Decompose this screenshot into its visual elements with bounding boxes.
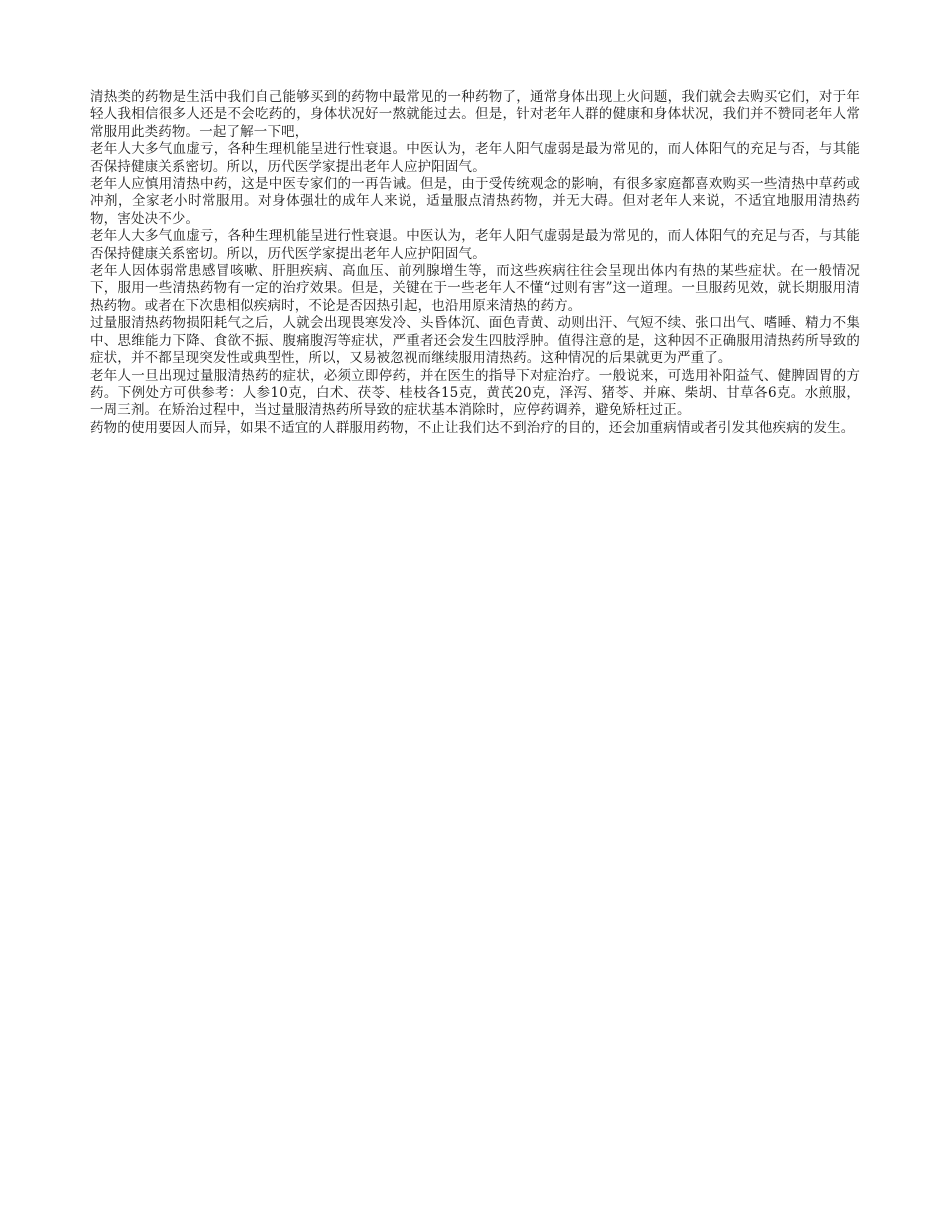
paragraph-qi-deficiency: 老年人大多气血虚亏，各种生理机能呈进行性衰退。中医认为，老年人阳气虚弱是最为常见的，而人体阳气的充足与否，与其能否保持健康关系密切。所以，历代医学家提出老年人应护阳固气。: [90, 141, 860, 175]
paragraph-common-illnesses: 老年人因体弱常患感冒咳嗽、肝胆疾病、高血压、前列腺增生等，而这些疾病往往会呈现出体内有热的某些症状。在一般情况下，服用一些清热药物有一定的治疗效果。但是，关键在于一些老年人不懂“过则有害”这一道理。一旦服药见效，就长期服用清热药物。或者在下次患相似疾病时，不论是否因热引起，也沿用原来清热的药方。: [90, 263, 860, 314]
paragraph-treatment: 老年人一旦出现过量服清热药的症状，必须立即停药，并在医生的指导下对症治疗。一般说来，可选用补阳益气、健脾固胃的方药。下例处方可供参考：人参10克，白术、茯苓、桂枝各15克，黄芪20克，泽泻、猪苓、并麻、柴胡、甘草各6克。水煎服，一周三剂。在矫治过程中，当过量服清热药所导致的症状基本消除时，应停药调养，避免矫枉过正。: [90, 367, 860, 419]
paragraph-qi-deficiency-repeat: 老年人大多气血虚亏，各种生理机能呈进行性衰退。中医认为，老年人阳气虚弱是最为常见的，而人体阳气的充足与否，与其能否保持健康关系密切。所以，历代医学家提出老年人应护阳固气。: [90, 228, 860, 262]
paragraph-intro: 清热类的药物是生活中我们自己能够买到的药物中最常见的一种药物了，通常身体出现上火问题，我们就会去购买它们，对于年轻人我相信很多人还是不会吃药的，身体状况好一熬就能过去。但是，针对老年人群的健康和身体状况，我们并不赞同老年人常常服用此类药物。一起了解一下吧，: [90, 89, 860, 140]
paragraph-conclusion: 药物的使用要因人而异，如果不适宜的人群服用药物，不止让我们达不到治疗的目的，还会加重病情或者引发其他疾病的发生。: [90, 419, 855, 436]
paragraph-caution: 老年人应慎用清热中药，这是中医专家们的一再告诫。但是，由于受传统观念的影响，有很多家庭都喜欢购买一些清热中草药或冲剂，全家老小时常服用。对身体强壮的成年人来说，适量服点清热药物，并无大碍。但对老年人来说，不适宜地服用清热药物，害处决不少。: [90, 176, 860, 227]
paragraph-overdose-symptoms: 过量服清热药物损阳耗气之后，人就会出现畏寒发冷、头昏体沉、面色青黄、动则出汗、气短不续、张口出气、嗜睡、精力不集中、思维能力下降、食欲不振、腹痛腹泻等症状，严重者还会发生四肢浮肿。值得注意的是，这种因不正确服用清热药所导致的症状，并不都呈现突发性或典型性，所以，又易被忽视而继续服用清热药。这种情况的后果就更为严重了。: [90, 315, 860, 367]
document-body: [90, 89, 860, 437]
